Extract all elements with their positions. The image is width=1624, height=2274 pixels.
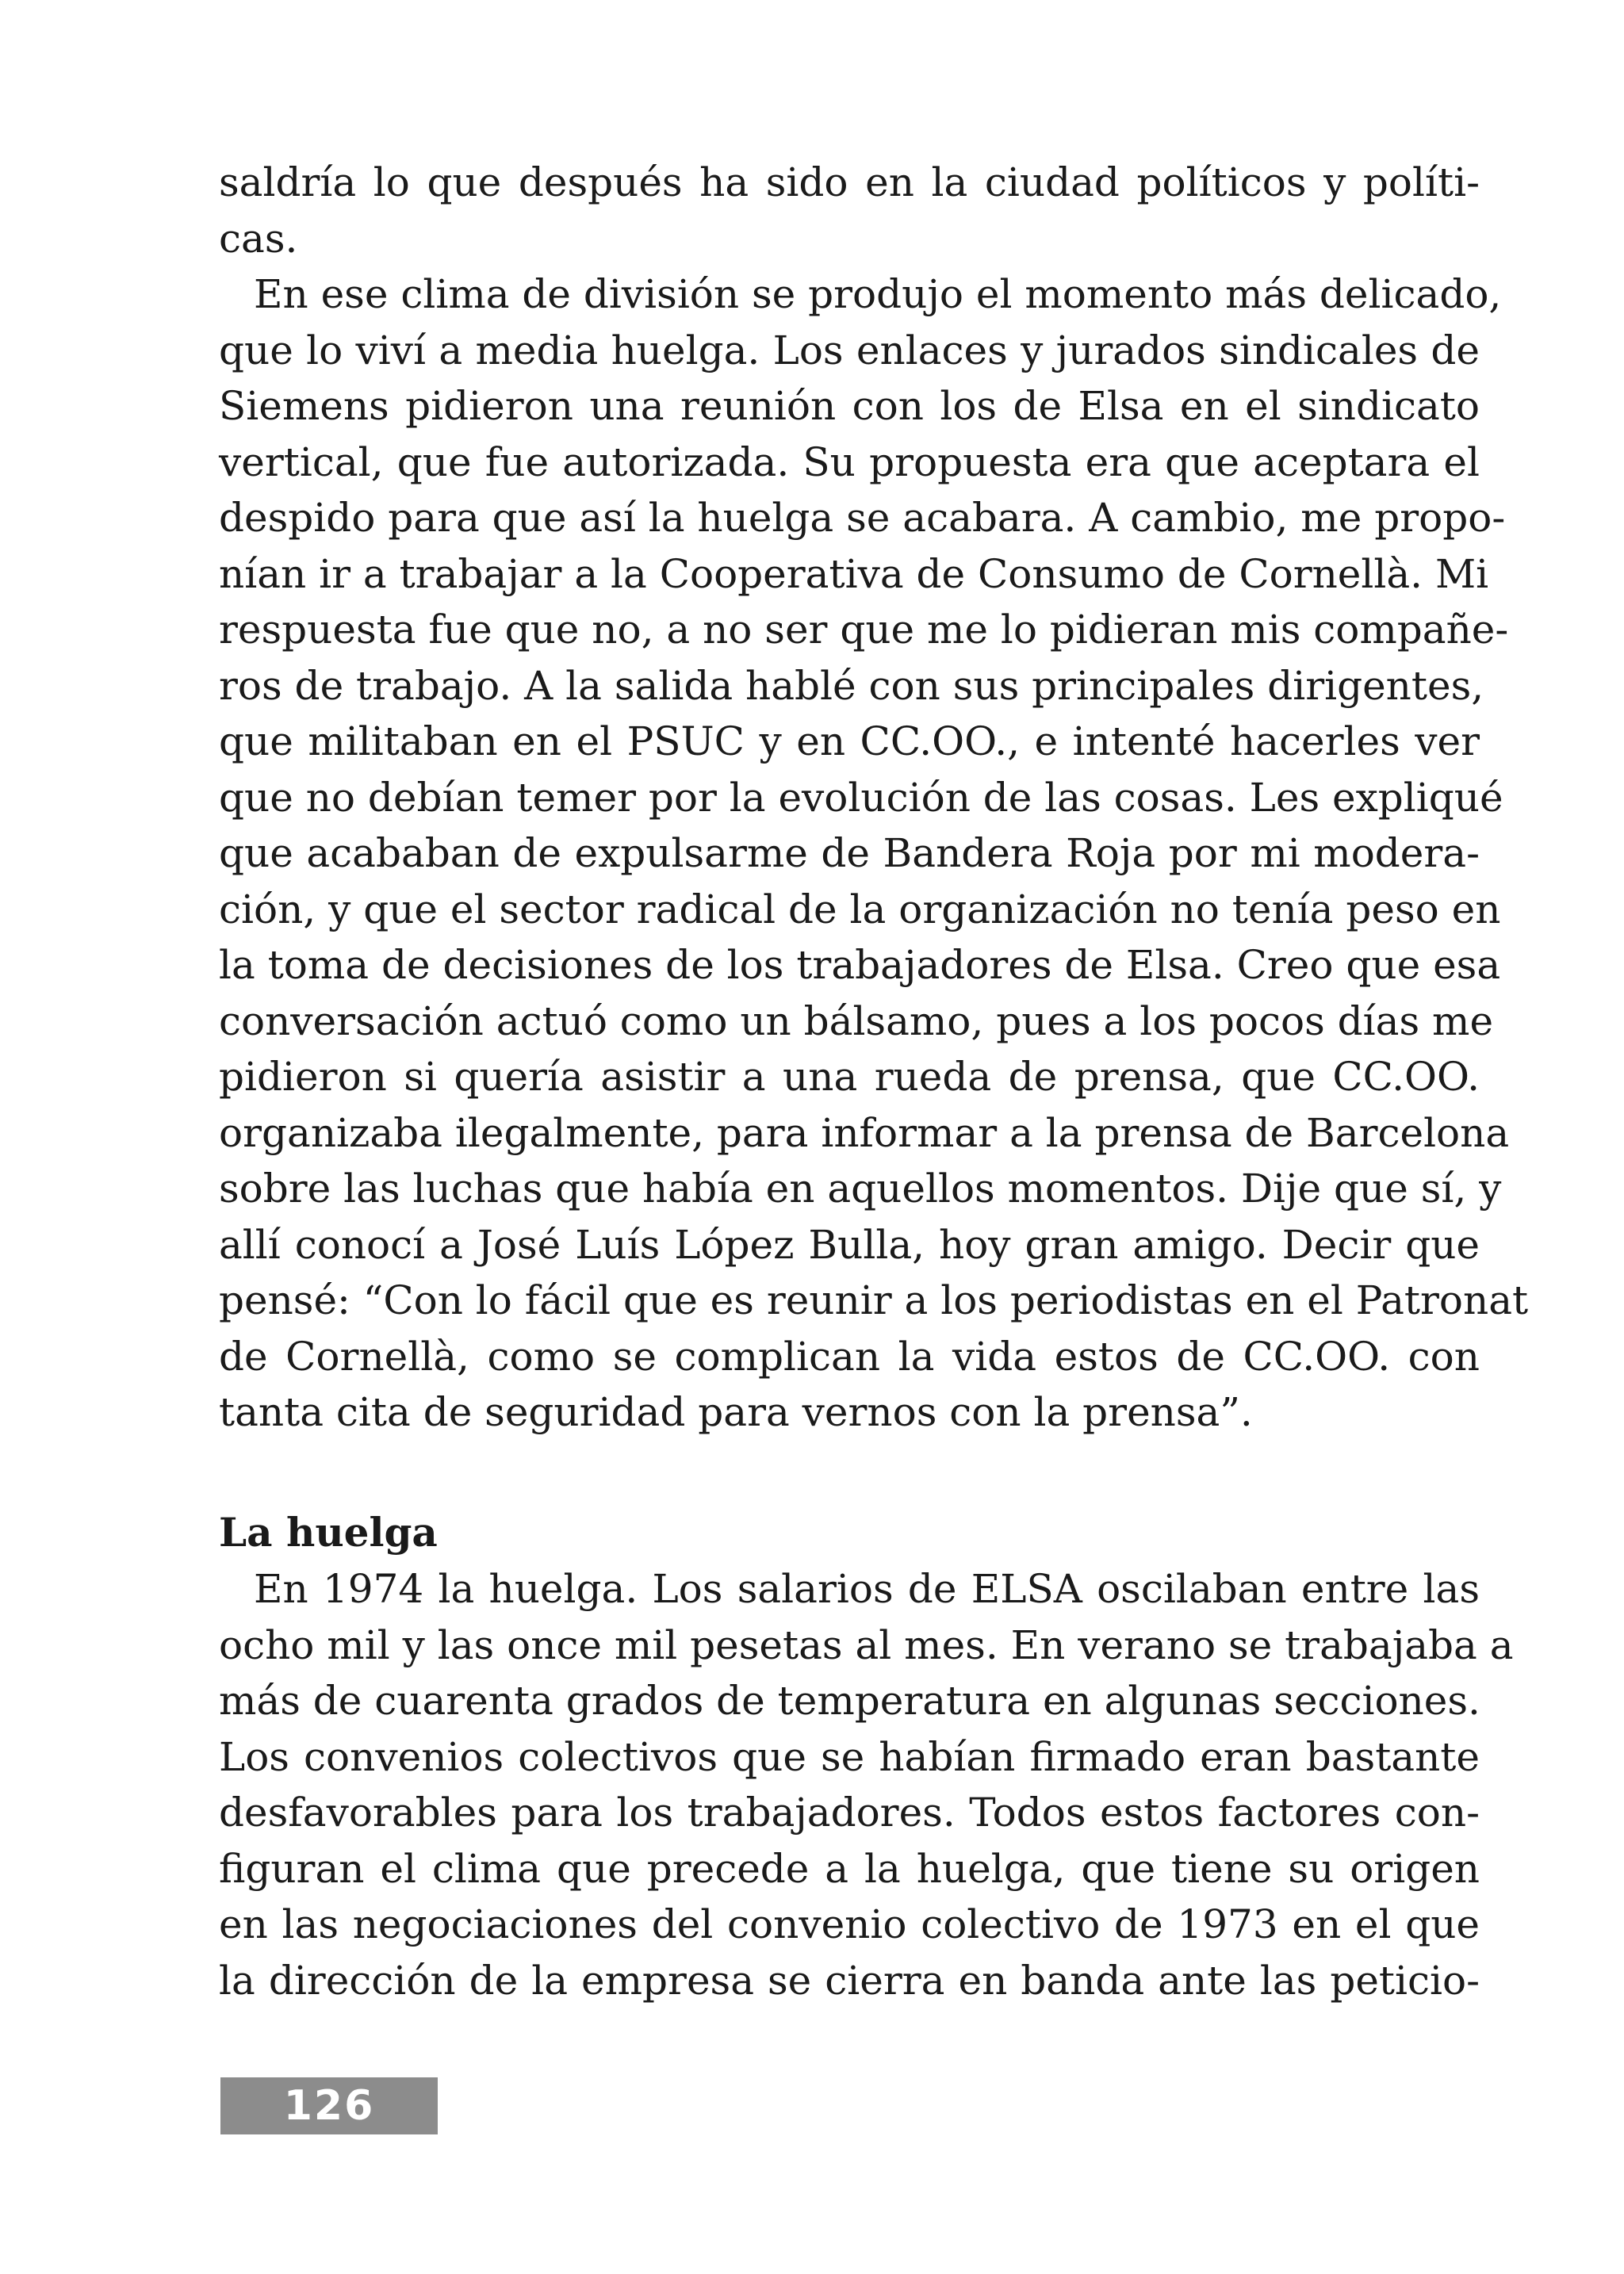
text-line: tanta cita de seguridad para vernos con la prensa”.	[219, 1389, 1253, 1435]
body-text-top	[219, 155, 1529, 1441]
text-line: de Cornellà, como se complican la vida estos de CC.OO. con	[219, 1333, 1480, 1380]
text-line: sobre las luchas que había en aquellos momentos. Dije que sí, y	[219, 1166, 1502, 1212]
text-line: más de cuarenta grados de temperatura en algunas secciones.	[219, 1678, 1480, 1724]
text-line: despido para que así la huelga se acabara. A cambio, me propo-	[219, 495, 1506, 541]
text-line: En 1974 la huelga. Los salarios de ELSA oscilaban entre las	[254, 1566, 1480, 1612]
text-line: que militaban en el PSUC y en CC.OO., e intenté hacerles ver	[219, 718, 1480, 764]
text-line: Los convenios colectivos que se habían firmado eran bastante	[219, 1733, 1480, 1780]
text-line: conversación actuó como un bálsamo, pues a los pocos días me	[219, 997, 1494, 1044]
text-line: allí conocí a José Luís López Bulla, hoy gran amigo. Decir que	[219, 1221, 1480, 1268]
text-line: pidieron si quería asistir a una rueda de prensa, que CC.OO.	[219, 1054, 1480, 1100]
text-line: figuran el clima que precede a la huelga, que tiene su origen	[219, 1845, 1480, 1892]
text-line: desfavorables para los trabajadores. Todos estos factores con-	[219, 1790, 1480, 1836]
page-number: 126	[283, 2082, 375, 2130]
text-line: que acababan de expulsarme de Bandera Roja por mi modera-	[219, 830, 1480, 876]
text-line: la dirección de la empresa se cierra en banda ante las peticio-	[219, 1957, 1480, 2004]
text-line: cas.	[219, 215, 298, 262]
text-line: respuesta fue que no, a no ser que me lo pidieran mis compañe-	[219, 607, 1509, 653]
text-line: En ese clima de división se produjo el momento más delicado,	[254, 271, 1502, 317]
body-text-bottom	[219, 1561, 1514, 2008]
section-heading: La huelga	[219, 1509, 438, 1556]
text-line: ros de trabajo. A la salida hablé con sus principales dirigentes,	[219, 662, 1484, 709]
text-line: la toma de decisiones de los trabajadores de Elsa. Creo que esa	[219, 942, 1501, 988]
text-line: ocho mil y las once mil pesetas al mes. En verano se trabajaba a	[219, 1621, 1514, 1668]
text-line: pensé: “Con lo fácil que es reunir a los periodistas en el Patronat	[219, 1277, 1529, 1323]
text-line: en las negociaciones del convenio colectivo de 1973 en el que	[219, 1901, 1480, 1947]
text-line: saldría lo que después ha sido en la ciudad políticos y políti-	[219, 159, 1480, 205]
text-line: que no debían temer por la evolución de las cosas. Les expliqué	[219, 774, 1503, 821]
page-number-badge	[220, 2077, 438, 2134]
text-line: nían ir a trabajar a la Cooperativa de Consumo de Cornellà. Mi	[219, 550, 1489, 597]
text-line: vertical, que fue autorizada. Su propuesta era que aceptara el	[219, 438, 1480, 485]
text-line: ción, y que el sector radical de la organización no tenía peso en	[219, 886, 1501, 932]
text-line: Siemens pidieron una reunión con los de Elsa en el sindicato	[219, 383, 1480, 429]
text-line: organizaba ilegalmente, para informar a la prensa de Barcelona	[219, 1109, 1510, 1156]
text-line: que lo viví a media huelga. Los enlaces y jurados sindicales de	[219, 327, 1480, 373]
